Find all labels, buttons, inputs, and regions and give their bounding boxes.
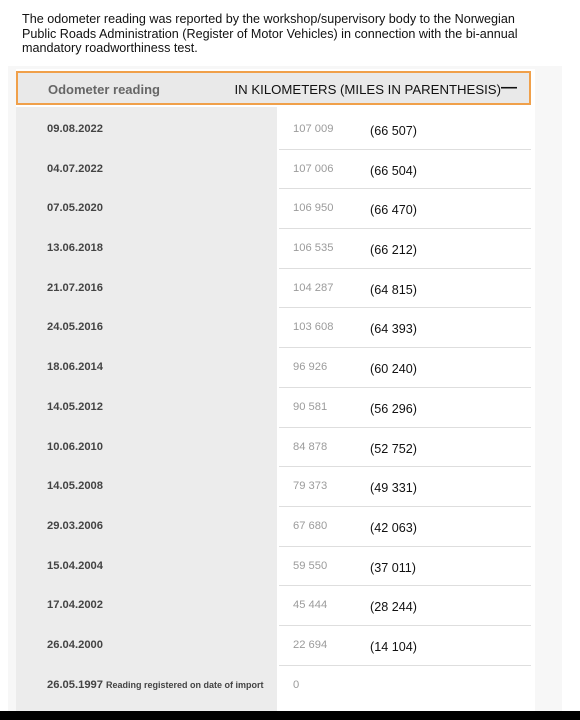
header-odometer-reading: Odometer reading xyxy=(48,82,160,97)
table-row xyxy=(16,189,535,229)
row-km: 79 373 xyxy=(293,480,328,493)
table-row xyxy=(16,229,535,269)
row-km: 84 878 xyxy=(293,440,328,453)
row-date: 29.03.2006 xyxy=(47,519,103,532)
row-km: 96 926 xyxy=(293,361,328,374)
row-miles: (52 752) xyxy=(370,441,417,456)
row-date: 14.05.2008 xyxy=(47,480,103,493)
table-row xyxy=(16,507,535,547)
row-date: 18.06.2014 xyxy=(47,361,103,374)
row-miles: (66 212) xyxy=(370,243,417,258)
row-miles: (56 296) xyxy=(370,401,417,416)
row-date: 21.07.2016 xyxy=(47,281,103,294)
row-miles: (60 240) xyxy=(370,362,417,377)
row-km: 106 535 xyxy=(293,242,334,255)
row-date: 26.04.2000 xyxy=(47,638,103,651)
row-date: 04.07.2022 xyxy=(47,162,103,175)
row-date: 13.06.2018 xyxy=(47,242,103,255)
header-units-label: IN KILOMETERS (MILES IN PARENTHESIS) xyxy=(234,82,501,97)
row-date: 24.05.2016 xyxy=(47,321,103,334)
row-km: 103 608 xyxy=(293,321,334,334)
table-row xyxy=(16,348,535,388)
table-row xyxy=(16,388,535,428)
row-miles: (28 244) xyxy=(370,600,417,615)
row-date: 09.08.2022 xyxy=(47,123,103,135)
row-miles: (66 504) xyxy=(370,163,417,178)
table-row xyxy=(16,467,535,507)
collapse-dash-icon[interactable]: — xyxy=(501,79,517,96)
row-miles: (42 063) xyxy=(370,520,417,535)
row-km: 59 550 xyxy=(293,559,328,572)
table-row xyxy=(16,586,535,626)
row-km: 45 444 xyxy=(293,599,328,612)
row-miles: (66 470) xyxy=(370,203,417,218)
row-date: 15.04.2004 xyxy=(47,559,103,572)
row-miles: (49 331) xyxy=(370,481,417,496)
table-row xyxy=(16,626,535,666)
table-row xyxy=(16,150,535,190)
row-note: Reading registered on date of import xyxy=(106,679,264,690)
row-km: 107 006 xyxy=(293,162,334,175)
row-km: 104 287 xyxy=(293,281,334,294)
table-row xyxy=(16,666,535,706)
row-miles: (14 104) xyxy=(370,639,417,654)
table-header xyxy=(16,71,531,105)
row-miles: (37 011) xyxy=(370,560,416,575)
row-miles: (64 815) xyxy=(370,282,417,297)
row-date: 10.06.2010 xyxy=(47,440,103,453)
table-row xyxy=(16,308,535,348)
row-km: 22 694 xyxy=(293,638,328,651)
row-miles: (64 393) xyxy=(370,322,417,337)
row-km: 107 009 xyxy=(293,123,334,135)
row-km: 0 xyxy=(293,678,300,691)
row-date: 14.05.2012 xyxy=(47,400,103,413)
row-date: 07.05.2020 xyxy=(47,202,103,215)
odometer-rows xyxy=(16,110,535,705)
table-row xyxy=(16,428,535,468)
intro-text: The odometer reading was reported by the workshop/supervisory body to the Norwegian Public Roads Administration (Register of Motor Vehicles) in connection with the bi-annual mandatory roadworthiness test. xyxy=(22,12,518,55)
bottom-black-bar xyxy=(0,711,580,720)
table-row xyxy=(16,110,535,150)
row-miles: (66 507) xyxy=(370,124,417,138)
row-km: 67 680 xyxy=(293,519,328,532)
row-date: 17.04.2002 xyxy=(47,599,103,612)
table-row xyxy=(16,547,535,587)
row-km: 106 950 xyxy=(293,202,334,215)
table-row xyxy=(16,269,535,309)
row-date: 26.05.1997 Reading registered on date of import xyxy=(47,678,264,691)
row-km: 90 581 xyxy=(293,400,328,413)
